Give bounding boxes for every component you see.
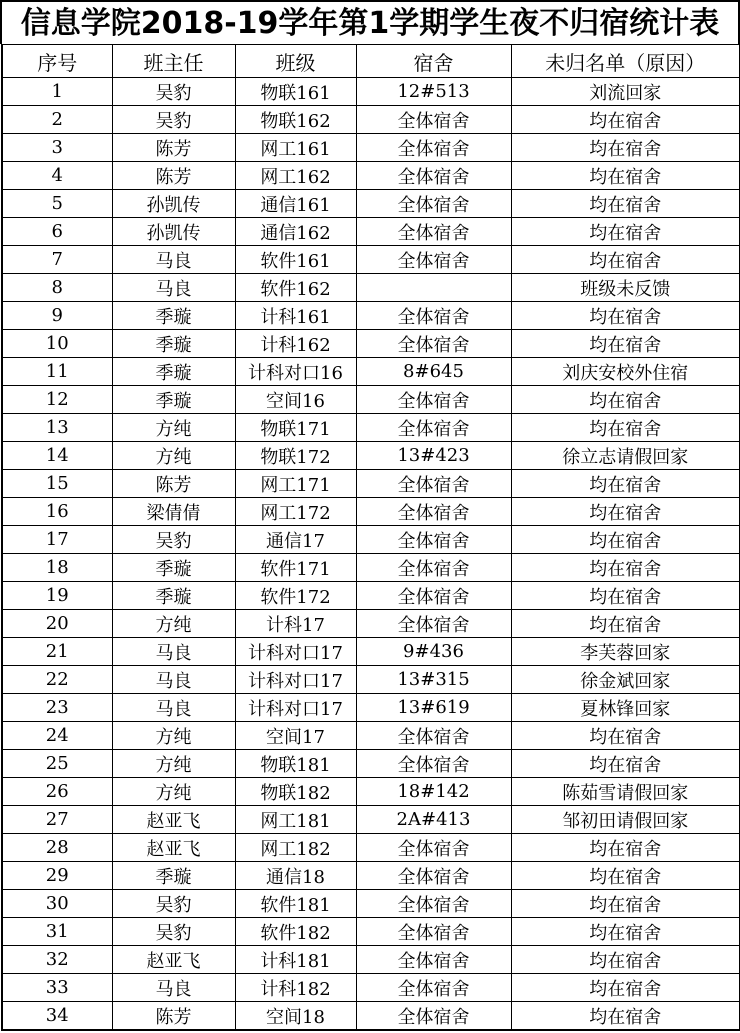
- cell-dorm: [356, 274, 511, 302]
- cell-class: 计科对口17: [235, 694, 356, 722]
- cell-absent: 班级未反馈: [511, 274, 740, 302]
- cell-dorm: 9#436: [356, 638, 511, 666]
- table-row: [2, 638, 740, 666]
- cell-dorm: 12#513: [356, 78, 511, 106]
- cell-absent: 均在宿舍: [511, 162, 740, 190]
- cell-no: 7: [2, 246, 112, 274]
- cell-absent: 均在宿舍: [511, 526, 740, 554]
- table-row: [2, 358, 740, 386]
- table-row: [2, 610, 740, 638]
- stats-table: [1, 44, 740, 1031]
- cell-dorm: 全体宿舍: [356, 862, 511, 890]
- cell-dorm: 13#619: [356, 694, 511, 722]
- cell-teacher: 季璇: [112, 358, 235, 386]
- cell-teacher: 陈芳: [112, 1002, 235, 1031]
- header-absent-list: 未归名单（原因）: [511, 45, 740, 78]
- cell-no: 33: [2, 974, 112, 1002]
- cell-dorm: 全体宿舍: [356, 722, 511, 750]
- cell-class: 物联172: [235, 442, 356, 470]
- cell-absent: 均在宿舍: [511, 890, 740, 918]
- cell-dorm: 全体宿舍: [356, 974, 511, 1002]
- cell-dorm: 全体宿舍: [356, 190, 511, 218]
- cell-dorm: 全体宿舍: [356, 386, 511, 414]
- cell-teacher: 吴豹: [112, 526, 235, 554]
- cell-teacher: 马良: [112, 638, 235, 666]
- cell-class: 软件172: [235, 582, 356, 610]
- cell-class: 通信162: [235, 218, 356, 246]
- cell-no: 8: [2, 274, 112, 302]
- cell-teacher: 赵亚飞: [112, 946, 235, 974]
- cell-class: 通信18: [235, 862, 356, 890]
- cell-absent: 均在宿舍: [511, 918, 740, 946]
- cell-absent: 均在宿舍: [511, 302, 740, 330]
- cell-class: 计科对口17: [235, 638, 356, 666]
- cell-no: 3: [2, 134, 112, 162]
- table-row: [2, 442, 740, 470]
- cell-class: 软件161: [235, 246, 356, 274]
- cell-class: 物联161: [235, 78, 356, 106]
- cell-no: 30: [2, 890, 112, 918]
- cell-dorm: 全体宿舍: [356, 834, 511, 862]
- cell-no: 29: [2, 862, 112, 890]
- table-row: [2, 274, 740, 302]
- cell-dorm: 13#315: [356, 666, 511, 694]
- cell-absent: 均在宿舍: [511, 946, 740, 974]
- cell-class: 计科对口17: [235, 666, 356, 694]
- cell-class: 网工182: [235, 834, 356, 862]
- cell-dorm: 全体宿舍: [356, 498, 511, 526]
- table-row: [2, 778, 740, 806]
- cell-class: 计科161: [235, 302, 356, 330]
- cell-teacher: 吴豹: [112, 890, 235, 918]
- cell-no: 26: [2, 778, 112, 806]
- cell-no: 12: [2, 386, 112, 414]
- cell-no: 14: [2, 442, 112, 470]
- header-dorm: 宿舍: [356, 45, 511, 78]
- table-row: [2, 806, 740, 834]
- cell-class: 网工181: [235, 806, 356, 834]
- cell-no: 18: [2, 554, 112, 582]
- cell-dorm: 18#142: [356, 778, 511, 806]
- cell-absent: 均在宿舍: [511, 974, 740, 1002]
- cell-no: 23: [2, 694, 112, 722]
- cell-no: 22: [2, 666, 112, 694]
- cell-dorm: 全体宿舍: [356, 554, 511, 582]
- cell-absent: 均在宿舍: [511, 190, 740, 218]
- cell-teacher: 马良: [112, 974, 235, 1002]
- cell-class: 通信17: [235, 526, 356, 554]
- cell-class: 计科17: [235, 610, 356, 638]
- cell-absent: 刘流回家: [511, 78, 740, 106]
- table-row: [2, 750, 740, 778]
- cell-dorm: 全体宿舍: [356, 414, 511, 442]
- table-row: [2, 1002, 740, 1031]
- cell-class: 物联171: [235, 414, 356, 442]
- cell-absent: 均在宿舍: [511, 750, 740, 778]
- cell-absent: 均在宿舍: [511, 862, 740, 890]
- cell-dorm: 全体宿舍: [356, 582, 511, 610]
- cell-absent: 均在宿舍: [511, 582, 740, 610]
- cell-class: 物联162: [235, 106, 356, 134]
- cell-teacher: 马良: [112, 694, 235, 722]
- cell-teacher: 季璇: [112, 554, 235, 582]
- cell-absent: 均在宿舍: [511, 498, 740, 526]
- cell-teacher: 赵亚飞: [112, 806, 235, 834]
- header-class: 班级: [235, 45, 356, 78]
- table-row: [2, 470, 740, 498]
- cell-dorm: 全体宿舍: [356, 610, 511, 638]
- cell-dorm: 全体宿舍: [356, 470, 511, 498]
- cell-dorm: 全体宿舍: [356, 1002, 511, 1031]
- cell-no: 32: [2, 946, 112, 974]
- cell-dorm: 全体宿舍: [356, 918, 511, 946]
- cell-class: 网工161: [235, 134, 356, 162]
- cell-teacher: 季璇: [112, 386, 235, 414]
- cell-class: 网工162: [235, 162, 356, 190]
- cell-teacher: 季璇: [112, 582, 235, 610]
- cell-teacher: 方纯: [112, 442, 235, 470]
- cell-absent: 均在宿舍: [511, 386, 740, 414]
- table-row: [2, 554, 740, 582]
- cell-dorm: 2A#413: [356, 806, 511, 834]
- table-row: [2, 498, 740, 526]
- cell-no: 20: [2, 610, 112, 638]
- cell-teacher: 方纯: [112, 778, 235, 806]
- cell-absent: 均在宿舍: [511, 610, 740, 638]
- cell-teacher: 方纯: [112, 750, 235, 778]
- cell-dorm: 13#423: [356, 442, 511, 470]
- cell-teacher: 方纯: [112, 610, 235, 638]
- cell-class: 空间17: [235, 722, 356, 750]
- cell-class: 空间16: [235, 386, 356, 414]
- table-row: [2, 106, 740, 134]
- cell-no: 19: [2, 582, 112, 610]
- cell-no: 1: [2, 78, 112, 106]
- table-row: [2, 330, 740, 358]
- table-row: [2, 526, 740, 554]
- cell-class: 网工172: [235, 498, 356, 526]
- table-row: [2, 946, 740, 974]
- table-body: [2, 78, 740, 1031]
- table-row: [2, 666, 740, 694]
- cell-absent: 均在宿舍: [511, 470, 740, 498]
- cell-no: 25: [2, 750, 112, 778]
- table-row: [2, 134, 740, 162]
- cell-no: 9: [2, 302, 112, 330]
- cell-teacher: 方纯: [112, 414, 235, 442]
- cell-dorm: 全体宿舍: [356, 750, 511, 778]
- table-row: [2, 974, 740, 1002]
- cell-no: 13: [2, 414, 112, 442]
- cell-no: 21: [2, 638, 112, 666]
- cell-teacher: 孙凯传: [112, 190, 235, 218]
- cell-teacher: 吴豹: [112, 78, 235, 106]
- cell-no: 31: [2, 918, 112, 946]
- cell-teacher: 方纯: [112, 722, 235, 750]
- cell-teacher: 季璇: [112, 330, 235, 358]
- cell-no: 11: [2, 358, 112, 386]
- cell-no: 24: [2, 722, 112, 750]
- cell-teacher: 吴豹: [112, 918, 235, 946]
- table-row: [2, 722, 740, 750]
- cell-absent: 李芙蓉回家: [511, 638, 740, 666]
- cell-class: 物联182: [235, 778, 356, 806]
- table-row: [2, 862, 740, 890]
- cell-absent: 陈茹雪请假回家: [511, 778, 740, 806]
- cell-teacher: 季璇: [112, 302, 235, 330]
- cell-no: 27: [2, 806, 112, 834]
- cell-teacher: 陈芳: [112, 470, 235, 498]
- cell-dorm: 8#645: [356, 358, 511, 386]
- table-row: [2, 162, 740, 190]
- cell-dorm: 全体宿舍: [356, 302, 511, 330]
- cell-class: 通信161: [235, 190, 356, 218]
- cell-dorm: 全体宿舍: [356, 106, 511, 134]
- cell-absent: 徐金斌回家: [511, 666, 740, 694]
- cell-no: 28: [2, 834, 112, 862]
- cell-class: 计科对口16: [235, 358, 356, 386]
- header-row: [2, 45, 740, 78]
- cell-absent: 均在宿舍: [511, 414, 740, 442]
- table-row: [2, 414, 740, 442]
- cell-teacher: 吴豹: [112, 106, 235, 134]
- cell-teacher: 孙凯传: [112, 218, 235, 246]
- cell-dorm: 全体宿舍: [356, 218, 511, 246]
- cell-teacher: 马良: [112, 274, 235, 302]
- cell-absent: 徐立志请假回家: [511, 442, 740, 470]
- cell-no: 34: [2, 1002, 112, 1031]
- cell-teacher: 马良: [112, 246, 235, 274]
- cell-absent: 均在宿舍: [511, 106, 740, 134]
- cell-class: 计科162: [235, 330, 356, 358]
- table-row: [2, 246, 740, 274]
- header-teacher: 班主任: [112, 45, 235, 78]
- cell-absent: 均在宿舍: [511, 1002, 740, 1031]
- cell-absent: 均在宿舍: [511, 218, 740, 246]
- cell-class: 软件181: [235, 890, 356, 918]
- cell-class: 软件162: [235, 274, 356, 302]
- table-row: [2, 190, 740, 218]
- cell-class: 计科181: [235, 946, 356, 974]
- table-row: [2, 78, 740, 106]
- table-row: [2, 302, 740, 330]
- table-row: [2, 582, 740, 610]
- cell-absent: 均在宿舍: [511, 722, 740, 750]
- cell-no: 5: [2, 190, 112, 218]
- cell-no: 17: [2, 526, 112, 554]
- cell-absent: 刘庆安校外住宿: [511, 358, 740, 386]
- cell-class: 网工171: [235, 470, 356, 498]
- cell-absent: 均在宿舍: [511, 134, 740, 162]
- cell-no: 15: [2, 470, 112, 498]
- cell-absent: 均在宿舍: [511, 330, 740, 358]
- cell-teacher: 陈芳: [112, 162, 235, 190]
- cell-dorm: 全体宿舍: [356, 162, 511, 190]
- table-row: [2, 386, 740, 414]
- cell-class: 空间18: [235, 1002, 356, 1031]
- cell-teacher: 陈芳: [112, 134, 235, 162]
- cell-no: 16: [2, 498, 112, 526]
- cell-dorm: 全体宿舍: [356, 246, 511, 274]
- table-row: [2, 834, 740, 862]
- table-row: [2, 890, 740, 918]
- cell-no: 4: [2, 162, 112, 190]
- cell-no: 6: [2, 218, 112, 246]
- cell-dorm: 全体宿舍: [356, 330, 511, 358]
- cell-dorm: 全体宿舍: [356, 134, 511, 162]
- cell-teacher: 马良: [112, 666, 235, 694]
- cell-absent: 均在宿舍: [511, 834, 740, 862]
- cell-dorm: 全体宿舍: [356, 526, 511, 554]
- table-row: [2, 694, 740, 722]
- sheet-title: 信息学院2018-19学年第1学期学生夜不归宿统计表: [0, 0, 740, 44]
- cell-teacher: 梁倩倩: [112, 498, 235, 526]
- table-row: [2, 218, 740, 246]
- cell-teacher: 季璇: [112, 862, 235, 890]
- cell-no: 10: [2, 330, 112, 358]
- cell-class: 计科182: [235, 974, 356, 1002]
- cell-absent: 邹初田请假回家: [511, 806, 740, 834]
- table-row: [2, 918, 740, 946]
- cell-absent: 均在宿舍: [511, 554, 740, 582]
- cell-class: 软件171: [235, 554, 356, 582]
- header-no: 序号: [2, 45, 112, 78]
- cell-class: 物联181: [235, 750, 356, 778]
- cell-no: 2: [2, 106, 112, 134]
- cell-teacher: 赵亚飞: [112, 834, 235, 862]
- cell-absent: 夏林锋回家: [511, 694, 740, 722]
- cell-dorm: 全体宿舍: [356, 890, 511, 918]
- cell-dorm: 全体宿舍: [356, 946, 511, 974]
- cell-class: 软件182: [235, 918, 356, 946]
- cell-absent: 均在宿舍: [511, 246, 740, 274]
